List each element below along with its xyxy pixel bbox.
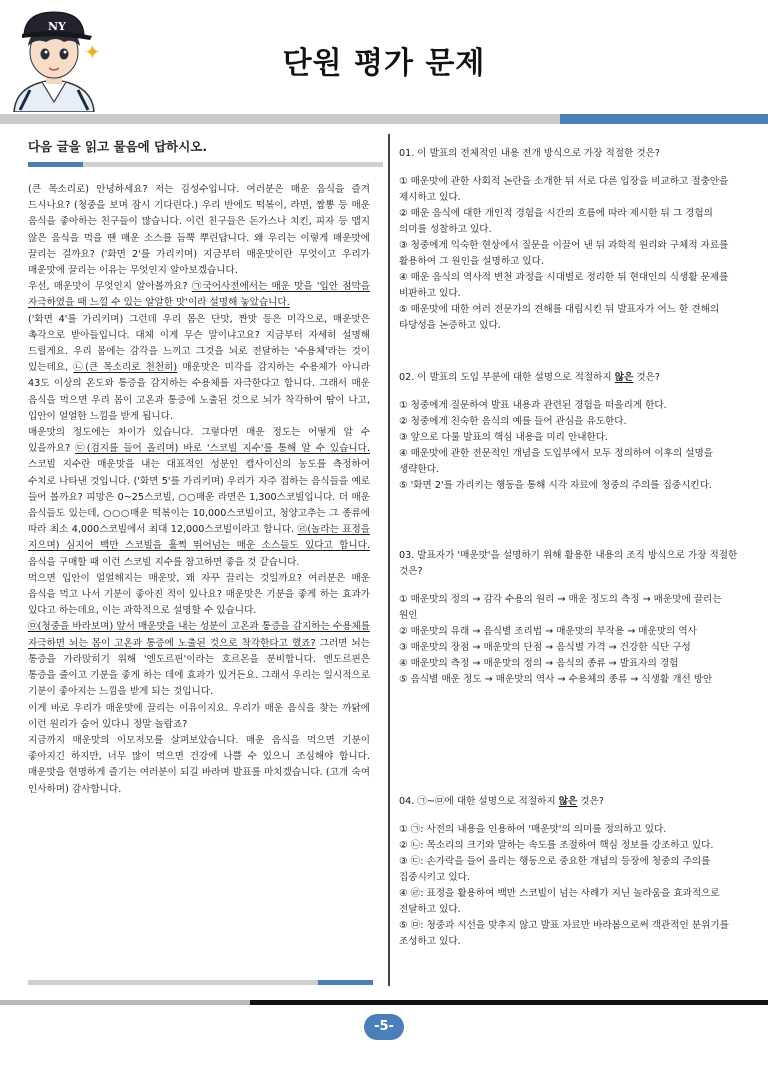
passage-text: 우선, 매운맛이 무엇인지 알아볼까요? <box>28 281 192 293</box>
passage-text: 이게 바로 우리가 매운맛에 끌리는 이유이지요. 우리가 매운 음식을 찾는 까닭에 이런 원리가 숨어 있다니 정말 놀랍죠? <box>28 702 370 730</box>
passage-paragraph <box>28 701 370 733</box>
reading-passage <box>28 182 370 798</box>
passage-text: 매운맛의 정도에는 차이가 있습니다. 그렇다면 매운 정도는 어떻게 알 수 있을까요? <box>28 427 370 455</box>
column-divider <box>388 134 390 986</box>
passage-text: 그러면 뇌는 통증을 가라앉히기 위해 '엔도르핀'이라는 호르몬을 분비합니다. 엔도르핀은 통증을 줄이고 기분을 좋게 하는 데에 효과가 있거든요. 그래서 우리는 일시적으로 기분이 좋아지는 느낌을 받게 되는 것입니다. <box>28 637 370 698</box>
question-stem-emphasis: 않은 <box>614 372 634 383</box>
footer-bar <box>0 1000 250 1005</box>
answer-option[interactable]: ① ㉠: 사전의 내용을 인용하여 '매운맛'의 의미를 정의하고 있다. <box>399 824 667 835</box>
passage-paragraph <box>28 182 370 279</box>
header-bar <box>0 114 560 124</box>
question-3 <box>399 548 741 688</box>
answer-option[interactable]: ③ 앞으로 다룰 발표의 핵심 내용을 미리 안내한다. <box>399 432 609 443</box>
answer-option[interactable]: ④ 매운 음식의 역사적 변천 과정을 시대별로 정리한 뒤 현대인의 식생활 문제를 비판하고 있다. <box>399 272 729 299</box>
passage-text: 매운맛은 미각을 감지하는 수용체가 아니라 43도 이상의 온도와 통증을 감지하는 수용체를 자극한다고 합니다. 그래서 매운 음식을 먹으면 우리 몸이 고온과 통증에 노출된 것으로 뇌가 착각하여 땀이 나고, 입안이 얼얼한 느낌을 받게 됩니다. <box>28 362 370 422</box>
question-stem-text: 04. ㉠~㉤에 대한 설명으로 적절하지 <box>399 796 559 807</box>
passage-paragraph <box>28 571 370 620</box>
question-stem: 03. 발표자가 '매운맛'을 설명하기 위해 활용한 내용의 조직 방식으로 가장 적절한 것은? <box>399 550 738 577</box>
question-stem: 01. 이 발표의 전체적인 내용 전개 방식으로 가장 적절한 것은? <box>399 148 660 159</box>
passage-text: 음식을 구매할 때 이런 스코빌 지수를 참고하면 좋을 것 같습니다. <box>28 556 300 568</box>
answer-option[interactable]: ① 매운맛의 정의 → 감각 수용의 원리 → 매운 정도의 측정 → 매운맛에 끌리는 원인 <box>399 594 722 621</box>
passage-text: 지금까지 매운맛의 이모저모를 살펴보았습니다. 매운 음식을 먹으면 기분이 좋아지긴 하지만, 너무 많이 먹으면 건강에 나쁠 수 있으니 조심해야 합니다. 매운맛을 현명하게 즐기는 여러분이 되길 바라며 발표를 마치겠습니다. (고개 숙여 인사하며) 감사합니다. <box>28 734 370 795</box>
answer-option[interactable]: ⑤ ㉤: 청중과 시선을 맞추지 않고 발표 자료만 바라봄으로써 객관적인 분위기를 조성하고 있다. <box>399 920 729 947</box>
question-stem <box>399 794 741 810</box>
underlined-passage-text: ㉤(청중을 바라보며) 앞서 매운맛을 내는 성분이 고온과 통증을 감지하는 수용체를 자극하면 뇌는 몸이 고온과 통증에 노출된 것으로 착각한다고 했죠? <box>28 621 370 649</box>
underlined-passage-text: ㉣(놀라는 표정을 지으며) 심지어 백만 스코빌을 훌쩍 뛰어넘는 매운 소스들도 있다고 합니다. <box>28 524 370 552</box>
passage-text: ('화면 4'를 가리키며) 그런데 우리 몸은 단맛, 짠맛 등은 미각으로, 매운맛은 촉각으로 받아들입니다. 대체 이게 무슨 말이냐고요? 지금부터 자세히 설명해 드릴게요. 우리 몸에는 감각을 느끼고 그것을 뇌로 전달하는 '수용체'라는 것이 있는데요, <box>28 313 370 374</box>
answer-option[interactable]: ③ ㉢: 손가락을 들어 올리는 행동으로 중요한 개념의 등장에 청중의 주의를 집중시키고 있다. <box>399 856 711 883</box>
underlined-passage-text: ㉢(검지를 들어 올리며) 바로 '스코빌 지수'를 통해 알 수 있습니다. <box>75 443 370 455</box>
answer-option[interactable]: ③ 청중에게 익숙한 현상에서 질문을 이끌어 낸 뒤 과학적 원리와 구체적 자료를 활용하여 그 원인을 설명하고 있다. <box>399 240 729 267</box>
passage-text: 먹으면 입안이 얼얼해지는 매운맛, 왜 자꾸 끌리는 것일까요? 여러분은 매운 음식을 먹고 나서 기분이 좋아진 적이 있나요? 매운맛은 기분을 좋게 하는 효과가 있다고 하는데요, 이는 과학적으로 설명할 수 있습니다. <box>28 572 370 617</box>
passage-paragraph <box>28 279 370 311</box>
question-stem-emphasis: 않은 <box>558 796 578 807</box>
instruction-text: 다음 글을 읽고 물음에 답하시오. <box>28 139 208 154</box>
answer-option[interactable]: ① 청중에게 질문하여 발표 내용과 관련된 경험을 떠올리게 한다. <box>399 400 667 411</box>
answer-option[interactable]: ② 청중에게 친숙한 음식의 예를 들어 관심을 유도한다. <box>399 416 627 427</box>
instruction-underline-accent <box>28 162 83 167</box>
answer-option[interactable]: ③ 매운맛의 장점 → 매운맛의 단점 → 음식별 가격 → 건강한 식단 구성 <box>399 642 691 653</box>
passage-footer-bar-accent <box>318 980 373 985</box>
svg-text:NY: NY <box>48 20 66 33</box>
sparkle-icon: ✦ <box>84 40 101 64</box>
underlined-passage-text: ㉠국어사전에서는 매운 맛을 '입안 점막을 자극하였을 때 느낄 수 있는 알알한 맛'이라 설명해 놓았습니다. <box>28 281 370 309</box>
underlined-passage-text: ㉡(큰 목소리로 천천히) <box>73 362 178 374</box>
question-2 <box>399 370 741 494</box>
answer-option[interactable]: ② ㉡: 목소리의 크기와 말하는 속도를 조절하여 핵심 정보를 강조하고 있다. <box>399 840 714 851</box>
question-stem-text: 것은? <box>577 796 604 807</box>
passage-paragraph <box>28 619 370 700</box>
answer-option[interactable]: ⑤ 음식별 매운 정도 → 매운맛의 역사 → 수용체의 종류 → 식생활 개선 방안 <box>399 674 713 685</box>
passage-paragraph <box>28 312 370 425</box>
question-1 <box>399 146 741 334</box>
answer-option[interactable]: ⑤ 매운맛에 대한 여러 전문가의 견해를 대립시킨 뒤 발표자가 어느 한 견해의 타당성을 논증하고 있다. <box>399 304 720 331</box>
question-4 <box>399 794 741 950</box>
answer-option[interactable]: ④ ㉣: 표정을 활용하여 백만 스코빌이 넘는 사례가 지닌 놀라움을 효과적으로 전달하고 있다. <box>399 888 720 915</box>
footer-bar-dark <box>250 1000 768 1005</box>
passage-paragraph <box>28 425 370 571</box>
passage-text: (큰 목소리로) 안녕하세요? 저는 김성수입니다. 여러분은 매운 음식을 즐겨 드시나요? (청중을 보며 잠시 기다린다.) 우리 반에도 떡볶이, 라면, 짬뽕 등 매운 음식을 좋아하는 친구들이 많습니다. 이런 친구들은 돈가스나 치킨, 피자 등 맵지 않은 음식을 먹을 땐 매운 소스를 듬뿍 뿌린답니다. 왜 우리는 이렇게 매운맛에 끌리는 걸까요? ('화면 2'를 가리키며) 지금부터 매운맛이란 무엇이고 우리가 매운맛에 끌리는 이유는 무엇인지 알아보겠습니다. <box>28 184 370 277</box>
question-stem-text: 것은? <box>633 372 660 383</box>
question-stem <box>399 370 741 386</box>
answer-option[interactable]: ② 매운 음식에 대한 개인적 경험을 시간의 흐름에 따라 제시한 뒤 그 경험의 의미를 성찰하고 있다. <box>399 208 713 235</box>
answer-option[interactable]: ④ 매운맛에 관한 전문적인 개념을 도입부에서 모두 정의하여 이후의 설명을 생략한다. <box>399 448 714 475</box>
passage-text: 스코빌 지수란 매운맛을 내는 대표적인 성분인 캡사이신의 농도를 측정하여 수치로 나타낸 것입니다. ('화면 5'를 가리키며) 우리가 자주 접하는 음식들을 예로 들어 볼까요? 피망은 0~25스코빌, ○○매운 라면은 1,300스코빌입니다. 더 매운 음식들도 있는데, ○○○매운 떡볶이는 10,000스코빌이고, 청양고추는 그 종류에 따라 최소 4,000스코빌에서 최대 12,000스코빌이라고 합니다. <box>28 459 370 536</box>
answer-option[interactable]: ⑤ '화면 2'를 가리키는 행동을 통해 시각 자료에 청중의 주의를 집중시킨다. <box>399 480 713 491</box>
answer-option[interactable]: ② 매운맛의 유래 → 음식별 조리법 → 매운맛의 부작용 → 매운맛의 역사 <box>399 626 697 637</box>
page-title: 단원 평가 문제 <box>282 46 486 81</box>
page-number: -5- <box>364 1014 404 1040</box>
passage-paragraph <box>28 733 370 798</box>
answer-option[interactable]: ① 매운맛에 관한 사회적 논란을 소개한 뒤 서로 다른 입장을 비교하고 절충안을 제시하고 있다. <box>399 176 729 203</box>
header-bar-accent <box>560 114 768 124</box>
answer-option[interactable]: ④ 매운맛의 측정 → 매운맛의 정의 → 음식의 종류 → 발표자의 경험 <box>399 658 679 669</box>
question-stem-text: 02. 이 발표의 도입 부분에 대한 설명으로 적절하지 <box>399 372 615 383</box>
